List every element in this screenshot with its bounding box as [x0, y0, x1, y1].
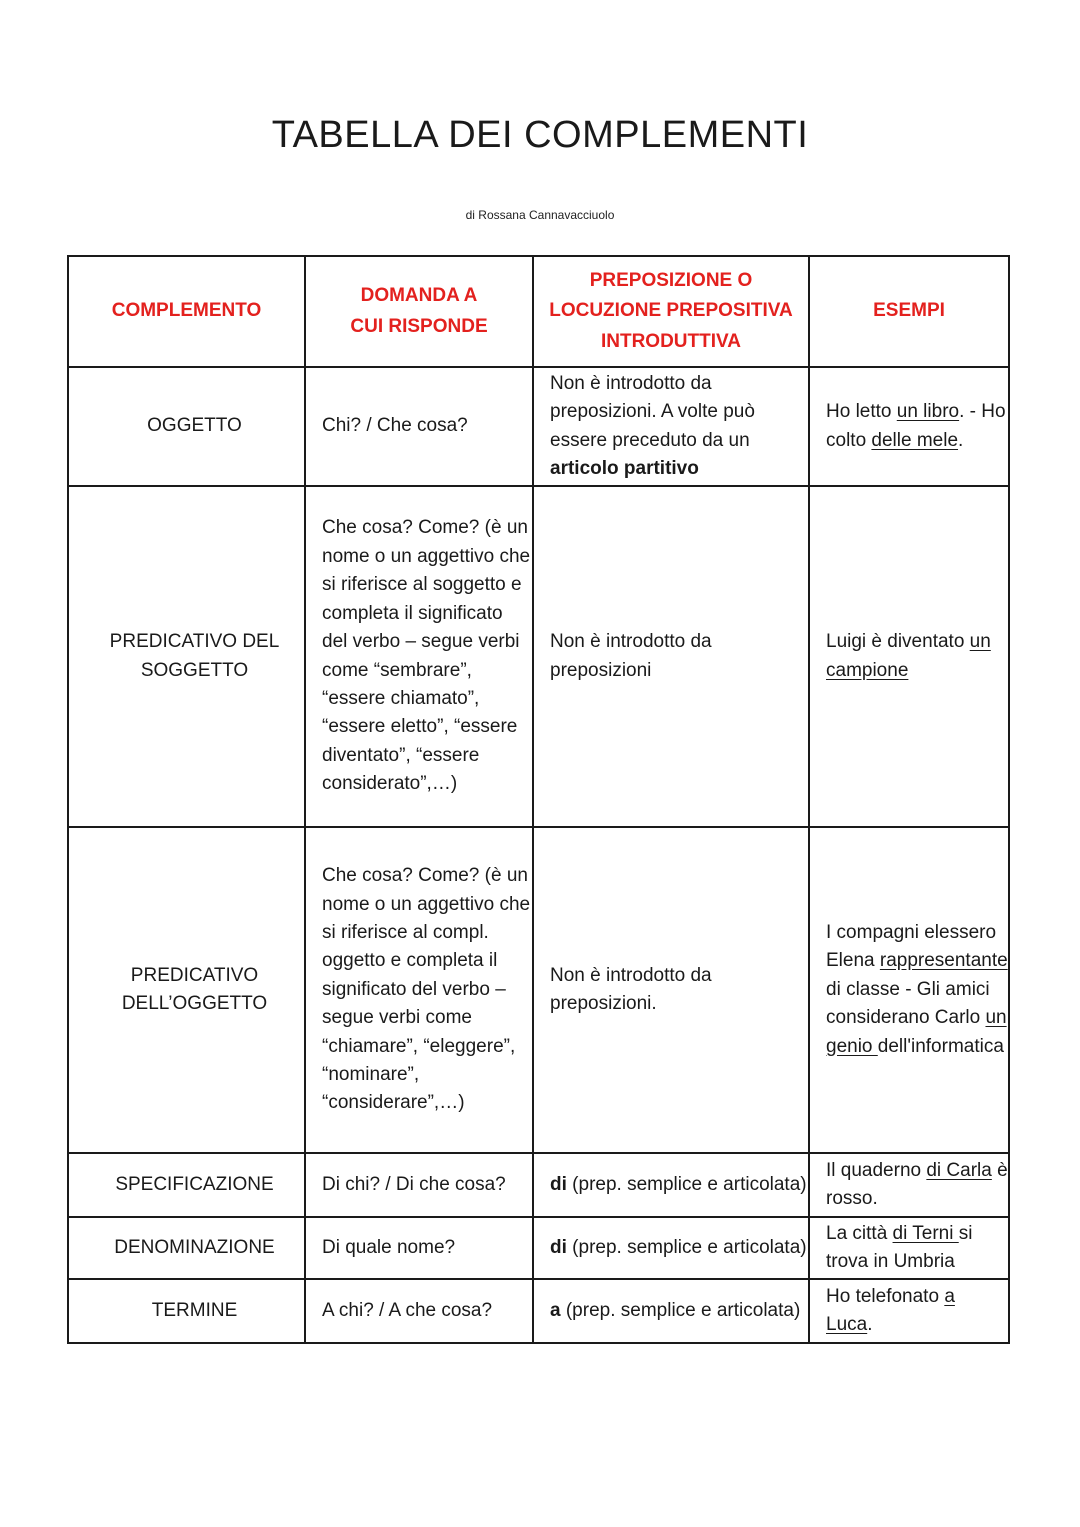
- complemento-name: TERMINE: [68, 1279, 305, 1343]
- table-row: [68, 827, 1009, 1153]
- domanda-cell: Di quale nome?: [305, 1217, 533, 1279]
- complemento-name-line: PREDICATIVO: [130, 964, 259, 986]
- table-row: [68, 486, 1009, 827]
- esempio-text: dell'informatica: [877, 1035, 1004, 1057]
- esempio-cell: [809, 1153, 1009, 1217]
- complemento-name: [68, 827, 305, 1153]
- preposizione-cell: [533, 1279, 809, 1343]
- esempio-text: Ho telefonato: [826, 1285, 945, 1307]
- complementi-table: [67, 255, 1010, 1344]
- esempio-text: La città: [826, 1222, 893, 1244]
- preposizione-cell: [533, 1153, 809, 1217]
- esempio-underlined: Luca: [826, 1314, 868, 1335]
- table-row: [68, 1217, 1009, 1279]
- table-row: [68, 367, 1009, 486]
- domanda-cell: Che cosa? Come? (è un nome o un aggettivo che si riferisce al soggetto e completa il significato del verbo – segue verbi come “sembrare”, “essere chiamato”, “essere eletto”, “essere diventato”, “essere considerato”,…): [305, 486, 533, 827]
- complemento-name: DENOMINAZIONE: [68, 1217, 305, 1279]
- page-author: di Rossana Cannavacciuolo: [465, 208, 615, 222]
- domanda-cell: A chi? / A che cosa?: [305, 1279, 533, 1343]
- complemento-name-line: PREDICATIVO DEL: [109, 631, 280, 653]
- esempio-text: Il quaderno: [826, 1159, 927, 1181]
- complemento-name: SPECIFICAZIONE: [68, 1153, 305, 1217]
- domanda-cell: Che cosa? Come? (è un nome o un aggettivo che si riferisce al compl. oggetto e completa il significato del verbo – segue verbi come “chiamare”, “eleggere”, “nominare”, “considerare”,…): [305, 827, 533, 1153]
- esempio-underlined: un campione: [826, 631, 991, 681]
- complemento-name-line: DELL’OGGETTO: [121, 993, 268, 1014]
- complemento-name-line: SOGGETTO: [140, 659, 249, 681]
- table-row: [68, 1153, 1009, 1217]
- header-esempi: ESEMPI: [809, 256, 1009, 367]
- domanda-cell: Di chi? / Di che cosa?: [305, 1153, 533, 1217]
- esempio-cell: [809, 827, 1009, 1153]
- table-header-row: [68, 256, 1009, 367]
- esempio-text: Luigi è diventato: [826, 631, 970, 653]
- preposizione-text: (prep. semplice e articolata): [566, 1173, 807, 1195]
- esempio-underlined: di Terni: [892, 1222, 959, 1244]
- esempio-cell: [809, 367, 1009, 486]
- preposizione-bold: articolo partitivo: [550, 457, 699, 479]
- complemento-name: OGGETTO: [68, 367, 305, 486]
- preposizione-cell: [533, 367, 809, 486]
- esempio-text: si trova in Umbria: [826, 1222, 973, 1272]
- preposizione-text: (prep. semplice e articolata): [560, 1299, 801, 1321]
- header-domanda: DOMANDA A CUI RISPONDE: [305, 256, 533, 367]
- header-complemento: COMPLEMENTO: [68, 256, 305, 367]
- preposizione-cell: Non è introdotto da preposizioni: [533, 486, 809, 827]
- preposizione-bold: a: [550, 1299, 561, 1321]
- preposizione-text: (prep. semplice e articolata): [566, 1236, 807, 1258]
- esempio-text: è rosso.: [826, 1159, 1008, 1209]
- table-row: [68, 1279, 1009, 1343]
- preposizione-cell: Non è introdotto da preposizioni.: [533, 827, 809, 1153]
- esempio-underlined: un genio: [826, 1007, 1007, 1057]
- esempio-cell: [809, 1279, 1009, 1343]
- preposizione-text: Non è introdotto da preposizioni. A volte può essere preceduto da un: [550, 372, 755, 451]
- esempio-text: di classe - Gli amici considerano Carlo: [826, 978, 990, 1029]
- preposizione-cell: [533, 1217, 809, 1279]
- esempio-cell: [809, 486, 1009, 827]
- esempio-text: .: [958, 429, 964, 451]
- preposizione-bold: di: [550, 1173, 567, 1195]
- esempio-underlined: a: [944, 1285, 955, 1307]
- esempio-cell: [809, 1217, 1009, 1279]
- header-preposizione: PREPOSIZIONE O LOCUZIONE PREPOSITIVA INTRODUTTIVA: [533, 256, 809, 367]
- esempio-text: Ho letto: [826, 401, 897, 423]
- esempio-text: .: [867, 1314, 873, 1335]
- esempio-underlined: rappresentante: [879, 950, 1008, 972]
- esempio-underlined: un libro: [896, 401, 960, 423]
- esempio-text: . - Ho colto: [826, 401, 1006, 451]
- esempio-underlined: delle mele: [871, 429, 959, 451]
- complemento-name: [68, 486, 305, 827]
- esempio-text: I compagni elessero Elena: [826, 921, 997, 972]
- esempio-underlined: di Carla: [926, 1159, 992, 1181]
- page-title: TABELLA DEI COMPLEMENTI: [271, 114, 809, 156]
- preposizione-bold: di: [550, 1236, 567, 1258]
- domanda-cell: Chi? / Che cosa?: [305, 367, 533, 486]
